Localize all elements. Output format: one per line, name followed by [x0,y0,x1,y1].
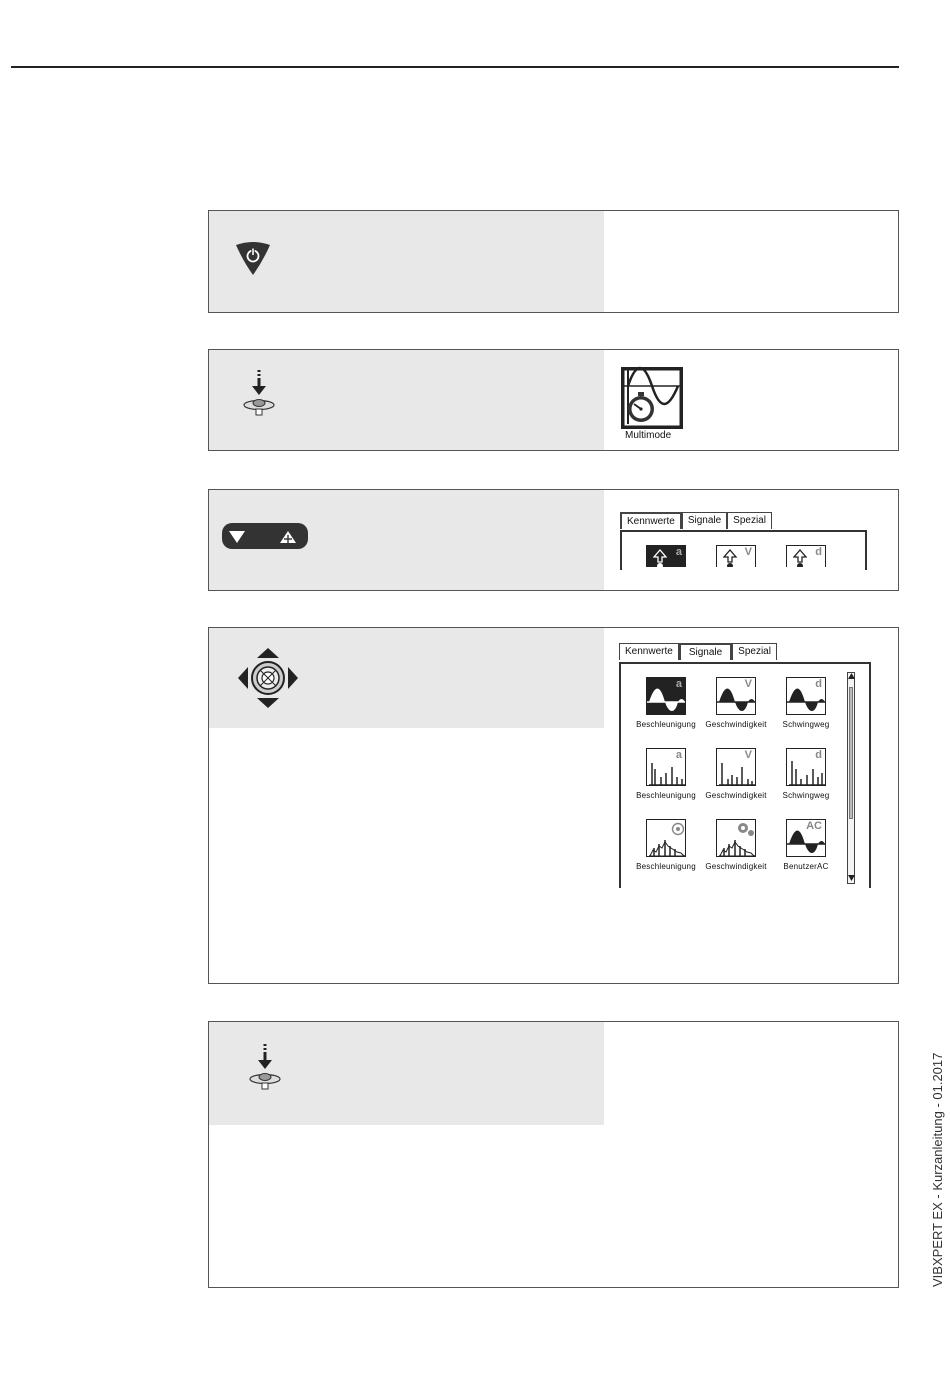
signale-scrollbar[interactable] [847,672,855,884]
kennwert-tile-d[interactable] [786,545,826,567]
signal-tile[interactable] [646,677,686,715]
signal-glyph: V [744,749,752,761]
step-3-box [208,489,899,591]
signal-tile[interactable] [716,677,756,715]
signal-label: Geschwindigkeit [705,791,767,800]
spectrum-icon [717,749,756,786]
signal-tile[interactable] [716,748,756,786]
tab-spezial[interactable]: Spezial [732,643,777,660]
time-waveform-icon [717,678,756,715]
tab-kennwerte[interactable]: Kennwerte [620,512,682,529]
tab-kennwerte[interactable]: Kennwerte [619,643,679,660]
enter-key-icon[interactable] [247,1042,283,1092]
scrollbar-thumb[interactable] [849,687,853,819]
signal-label: BenutzerAC [783,862,829,871]
kennwert-glyph: a [675,546,682,558]
arrow-up-v-icon [723,549,737,567]
signal-label: Beschleunigung [636,862,696,871]
scroll-down-icon[interactable] [848,874,855,881]
signal-label: Schwingweg [782,791,830,800]
time-waveform-icon [787,678,826,715]
step-3-right [604,490,898,590]
signal-glyph: V [744,678,752,690]
signal-tile[interactable] [786,677,826,715]
step-4-box [208,627,899,984]
kennwert-glyph: V [744,546,752,558]
step-1-left [209,211,604,312]
signal-label: Beschleunigung [636,720,696,729]
step-5-left [209,1022,604,1125]
signal-glyph: AC [806,820,822,832]
gear-spectrum-icon [717,820,756,857]
step-2-box [208,349,899,451]
multimode-icon[interactable] [620,366,684,430]
signal-label: Schwingweg [782,720,830,729]
multimode-caption: Multimode [625,430,672,441]
signal-label: Beschleunigung [636,791,696,800]
signal-glyph: a [675,749,682,761]
enter-key-icon[interactable] [241,368,277,418]
step-4-left [209,628,604,728]
tab-spezial[interactable]: Spezial [727,512,772,529]
signal-tile[interactable] [716,819,756,857]
step-5-box [208,1021,899,1288]
kennwert-glyph: d [815,546,822,558]
tab-signale[interactable]: Signale [679,643,732,660]
signal-glyph: d [815,678,822,690]
selection-keys-icon[interactable] [221,522,309,550]
arrow-up-d-icon [793,549,807,567]
signal-tile[interactable] [646,819,686,857]
scroll-up-icon[interactable] [848,673,855,680]
signal-tile[interactable] [646,748,686,786]
kennwert-tile-a[interactable] [646,545,686,567]
bearing-spectrum-icon [647,820,686,857]
time-waveform-icon [647,678,686,715]
step-3-left [209,490,604,590]
power-key-icon[interactable] [233,241,273,279]
kennwert-tile-v[interactable] [716,545,756,567]
signal-tile[interactable] [786,819,826,857]
step-4-right [604,628,898,888]
spectrum-icon [647,749,686,786]
spectrum-icon [787,749,826,786]
step-2-left [209,350,604,450]
time-waveform-icon [787,820,826,857]
signal-label: Geschwindigkeit [705,720,767,729]
navigation-keys-icon[interactable] [236,646,300,710]
header-rule [11,66,899,68]
footer-side-text: VIBXPERT EX - Kurzanleitung - 01.2017 [930,1052,945,1287]
signal-glyph: d [815,749,822,761]
step-1-box [208,210,899,313]
signal-label: Geschwindigkeit [705,862,767,871]
tab-signale[interactable]: Signale [682,512,727,529]
signal-tile[interactable] [786,748,826,786]
signal-glyph: a [675,678,682,690]
arrow-up-a-icon [653,549,667,567]
